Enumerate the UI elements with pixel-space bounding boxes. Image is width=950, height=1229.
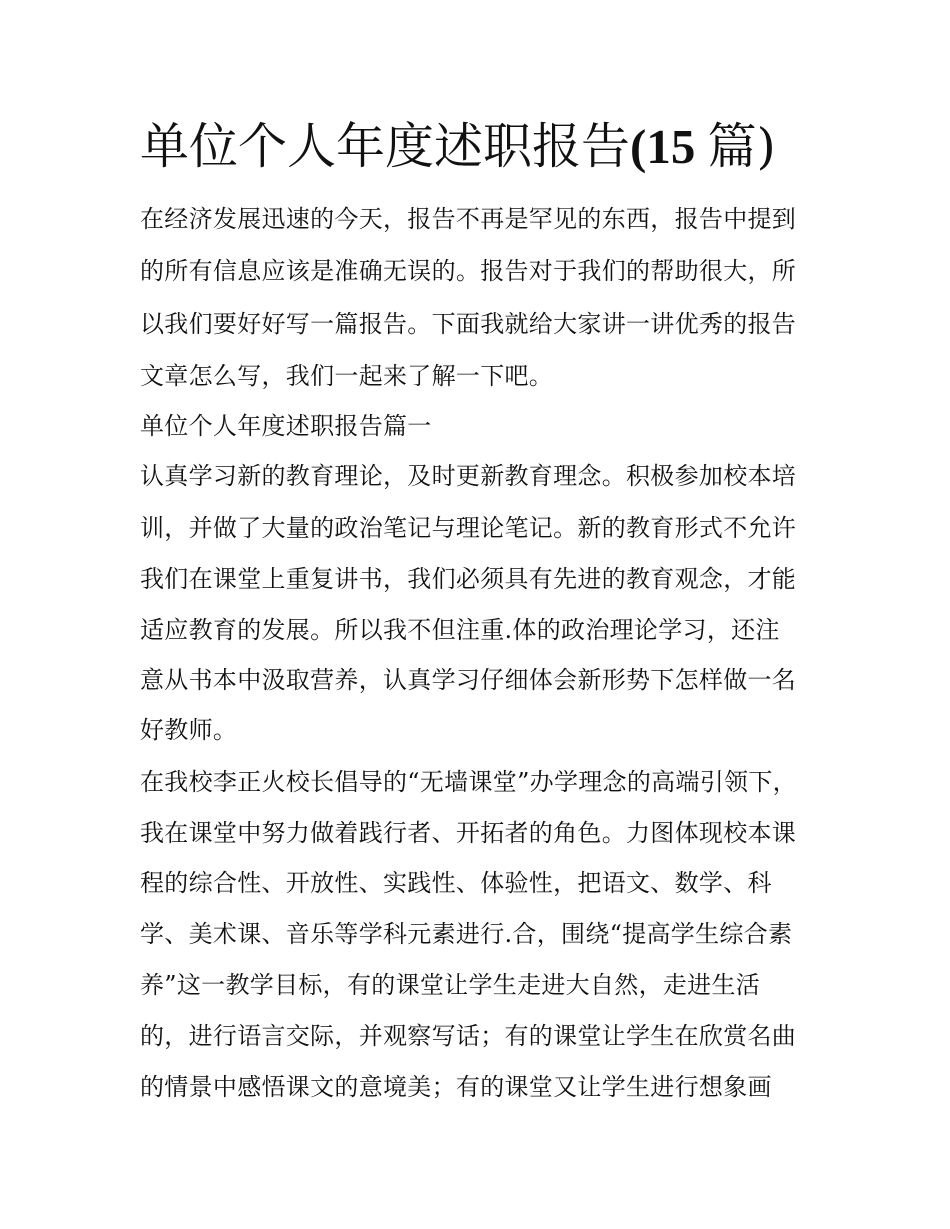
body-line-1: 在经济发展迅速的今天，报告不再是罕见的东西，报告中提到 — [140, 205, 797, 233]
title-suffix: 篇) — [707, 118, 776, 175]
body-line-14: 程的综合性、开放性、实践性、体验性，把语文、数学、科 — [140, 869, 772, 897]
body-line-6: 认真学习新的教育理论，及时更新教育理念。积极参加校本培 — [140, 462, 797, 490]
body-line-2: 的所有信息应该是准确无误的。报告对于我们的帮助很大，所 — [140, 257, 797, 285]
body-line-11: 好教师。 — [140, 716, 238, 744]
body-line-7: 训，并做了大量的政治笔记与理论笔记。新的教育形式不允许 — [140, 514, 797, 542]
body-line-9: 适应教育的发展。所以我不但注重.体的政治理论学习，还注 — [140, 616, 780, 644]
body-line-16: 养”这一教学目标，有的课堂让学生走进大自然，走进生活 — [140, 971, 761, 999]
body-line-8: 我们在课堂上重复讲书，我们必须具有先进的教育观念，才能 — [140, 565, 797, 593]
body-line-18: 的情景中感悟课文的意境美；有的课堂又让学生进行想象画 — [140, 1073, 772, 1101]
body-line-10: 意从书本中汲取营养，认真学习仔细体会新形势下怎样做一名 — [140, 666, 797, 694]
body-line-13: 我在课堂中努力做着践行者、开拓者的角色。力图体现校本课 — [140, 819, 797, 847]
body-line-15: 学、美术课、音乐等学科元素进行.合，围绕“提高学生综合素 — [140, 920, 793, 948]
title-main: 单位个人年度述职报告 — [140, 118, 631, 175]
body-line-4: 文章怎么写，我们一起来了解一下吧。 — [140, 362, 554, 390]
body-line-3: 以我们要好好写一篇报告。下面我就给大家讲一讲优秀的报告 — [140, 310, 797, 338]
body-line-17: 的，进行语言交际，并观察写话；有的课堂让学生在欣赏名曲 — [140, 1022, 797, 1050]
section-heading: 单位个人年度述职报告篇一 — [140, 412, 432, 440]
body-line-12: 在我校李正火校长倡导的“无墙课堂”办学理念的高端引领下， — [140, 768, 797, 796]
document-title — [140, 112, 840, 182]
title-count: (15 — [630, 119, 708, 174]
